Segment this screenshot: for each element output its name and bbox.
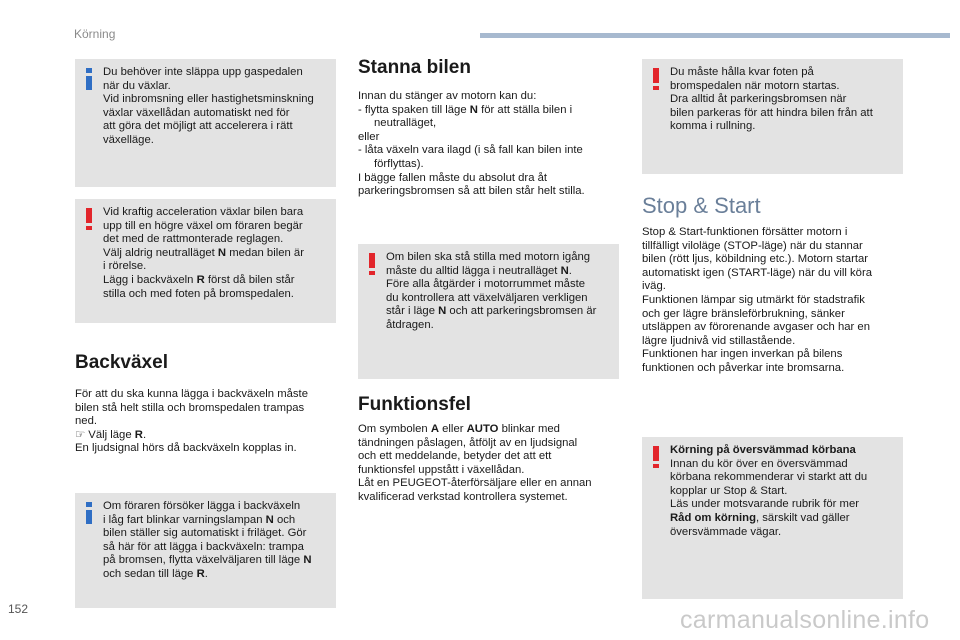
text-line: Dra alltid åt parkeringsbromsen när xyxy=(670,93,847,106)
page-number: 152 xyxy=(8,602,29,616)
reverse-text xyxy=(75,388,337,456)
text-line: Stop & Start-funktionen försätter motorn i xyxy=(642,226,848,238)
text-line: växelläge. xyxy=(103,133,154,146)
finger-icon: ☞ xyxy=(75,428,86,441)
text-line: ☞ Välj läge R. xyxy=(75,428,147,441)
text-line: Vid kraftig acceleration växlar bilen bara xyxy=(103,206,304,218)
warning-icon xyxy=(653,446,659,468)
text-line: på bromsen, flytta växelväljaren till läge N xyxy=(103,554,312,567)
warning-box-flooded-road xyxy=(642,437,903,599)
text-line: Innan du kör över en översvämmad xyxy=(670,457,848,470)
text-line: Vid inbromsning eller hastighetsminskning xyxy=(103,93,314,106)
watermark: carmanualsonline.info xyxy=(680,606,930,634)
text-line: Om symbolen A eller AUTO blinkar med xyxy=(358,423,560,435)
heading-reverse: Backväxel xyxy=(75,352,168,373)
text-line: när du växlar. xyxy=(103,79,171,92)
header-bar xyxy=(480,33,950,38)
warning-icon xyxy=(86,208,92,230)
info-box-gas-pedal xyxy=(75,59,336,187)
text-line: komma i rullning. xyxy=(670,120,756,133)
text-line: åtdragen. xyxy=(386,318,434,331)
text-line: stilla och med foten på bromspedalen. xyxy=(103,287,294,300)
text-line: kvalificerad verkstad kontrollera systemet. xyxy=(358,490,568,503)
text-line: och ger lägre bränsleförbrukning, sänker xyxy=(642,307,845,320)
section-title: Körning xyxy=(74,27,116,41)
text-line: Innan du stänger av motorn kan du: xyxy=(358,90,537,102)
text-line: Lägg i backväxeln R först då bilen står xyxy=(103,273,295,286)
warning-icon xyxy=(369,253,375,275)
text-line: bilen stå helt stilla och bromspedalen trampas xyxy=(75,401,305,414)
text-line: kopplar ur Stop & Start. xyxy=(670,484,788,497)
text-line: bilen ställer sig automatiskt i friläget. Gör xyxy=(103,527,307,540)
text-line: körbana rekommenderar vi starkt att du xyxy=(670,471,868,484)
stop-start-text xyxy=(642,226,904,376)
text-line: Om bilen ska stå stilla med motorn igång xyxy=(386,251,591,263)
malfunction-text xyxy=(358,423,620,505)
text-line: och ett meddelande, betyder det att ett xyxy=(358,450,552,463)
info-icon xyxy=(86,502,92,524)
text-line: du kontrollera att växelväljaren verkligen xyxy=(386,291,588,304)
heading-malfunction: Funktionsfel xyxy=(358,394,471,415)
text-line: funktionen och påverkar inte bromsarna. xyxy=(642,361,845,374)
text-line: iväg. xyxy=(642,280,666,293)
text-line: bilen (rött ljus, köbildning etc.). Motorn startar xyxy=(642,253,869,266)
info-icon xyxy=(86,68,92,90)
text-line: utsläppen av förorenande avgaser och har en xyxy=(642,321,870,334)
text-line: förflyttas). xyxy=(374,157,424,170)
text-line: I bägge fallen måste du absolut dra åt xyxy=(358,171,548,184)
text-line: neutralläget, xyxy=(374,117,437,130)
text-line: så här för att lägga i backväxeln: trampa xyxy=(103,540,304,553)
text-line: tillfälligt viloläge (STOP-läge) när du stannar xyxy=(642,239,863,252)
text-line: funktionsfel uppstått i växellådan. xyxy=(358,463,525,476)
text-line: står i läge N och att parkeringsbromsen är xyxy=(386,305,597,318)
text-line: måste du alltid lägga i neutralläget N. xyxy=(386,264,572,277)
warning-box-foot-brake xyxy=(642,59,903,174)
stop-text xyxy=(358,90,620,199)
text-line: Råd om körning, särskilt vad gäller xyxy=(670,511,850,524)
info-box-reverse xyxy=(75,493,336,608)
text-line: växlar växellådan automatiskt ned för xyxy=(103,106,290,119)
text-line: Du behöver inte släppa upp gaspedalen xyxy=(103,66,303,78)
text-line: översvämmade vägar. xyxy=(670,525,782,538)
text-line: Låt en PEUGEOT-återförsäljare eller en annan xyxy=(358,477,592,490)
text-line: Körning på översvämmad körbana xyxy=(670,444,856,456)
warning-box-engine-running xyxy=(358,244,619,379)
heading-stop-start: Stop & Start xyxy=(642,193,761,218)
warning-icon xyxy=(653,68,659,90)
text-line: automatiskt igen (START-läge) när du vill köra xyxy=(642,266,873,279)
text-line: i rörelse. xyxy=(103,260,147,273)
text-line: Läs under motsvarande rubrik för mer xyxy=(670,498,859,511)
text-line: att göra det möjligt att accelerera i rätt xyxy=(103,120,293,133)
text-line: För att du ska kunna lägga i backväxeln måste xyxy=(75,388,308,400)
text-line: Om föraren försöker lägga i backväxeln xyxy=(103,500,301,512)
text-line: det med de rattmonterade reglagen. xyxy=(103,233,284,246)
text-line: ned. xyxy=(75,415,97,428)
text-line: tändningen påslagen, åtföljt av en ljudsignal xyxy=(358,436,578,449)
text-line: eller xyxy=(358,130,380,143)
text-line: - låta växeln vara ilagd (i så fall kan bilen inte xyxy=(358,144,583,157)
heading-stop-car: Stanna bilen xyxy=(358,57,471,78)
text-line: Funktionen lämpar sig utmärkt för stadstrafik xyxy=(642,293,865,306)
text-line: parkeringsbromsen så att bilen står helt stilla. xyxy=(358,185,585,198)
text-line: bilen parkeras för att hindra bilen från att xyxy=(670,106,873,119)
text-line: och sedan till läge R. xyxy=(103,567,208,580)
text-line: bromspedalen när motorn startas. xyxy=(670,79,840,92)
warning-box-acceleration xyxy=(75,199,336,323)
text-line: Före alla åtgärder i motorrummet måste xyxy=(386,278,586,291)
text-line: upp till en högre växel om föraren begär xyxy=(103,219,303,232)
text-line: i låg fart blinkar varningslampan N och xyxy=(103,513,296,526)
text-line: Du måste hålla kvar foten på xyxy=(670,66,814,78)
text-line: - flytta spaken till läge N för att ställa bilen i xyxy=(358,103,573,116)
text-line: Funktionen har ingen inverkan på bilens xyxy=(642,348,843,361)
text-line: lägre ljudnivå vid stillastående. xyxy=(642,334,796,347)
text-line: Välj aldrig neutralläget N medan bilen är xyxy=(103,246,304,259)
text-line: En ljudsignal hörs då backväxeln kopplas in. xyxy=(75,442,297,455)
